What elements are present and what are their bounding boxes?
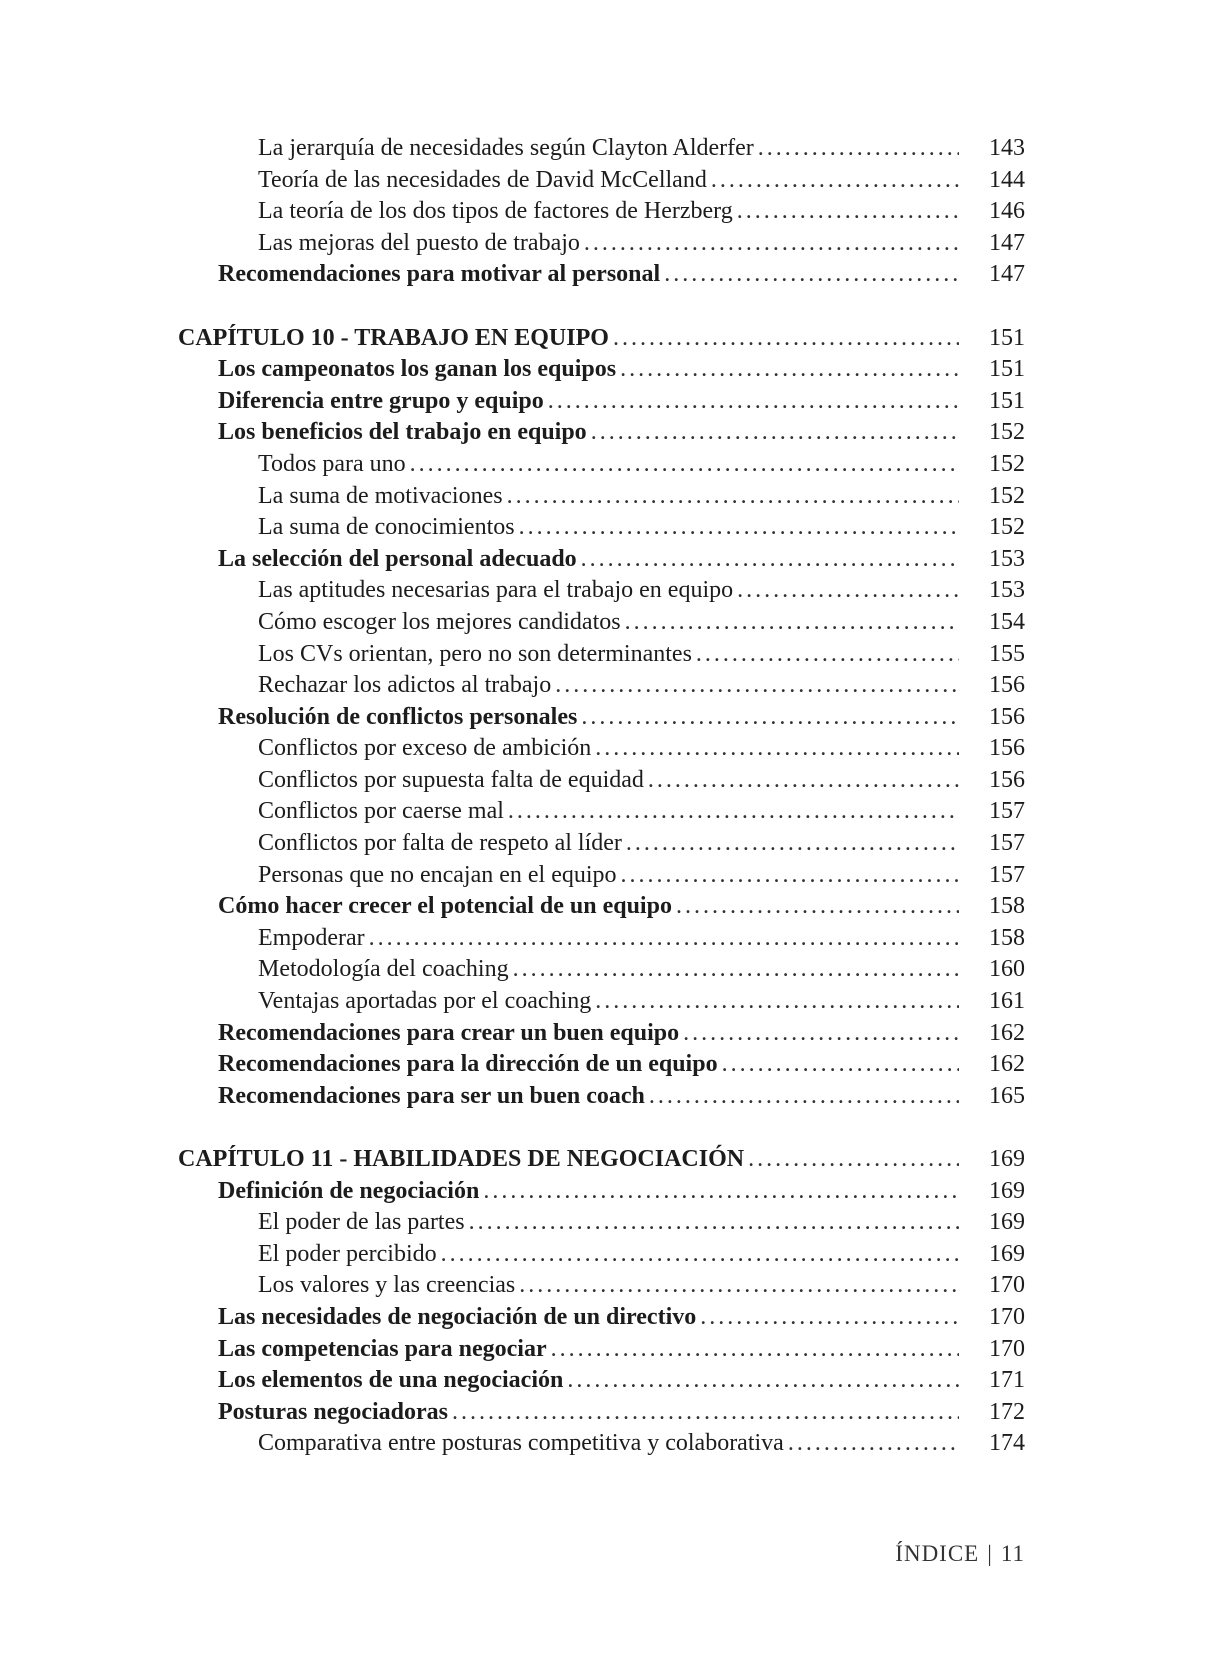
toc-section[interactable] [178,354,1025,386]
dot-leader [700,1302,959,1334]
toc-entry-title: Cómo escoger los mejores candidatos [258,608,621,635]
dot-leader [581,544,959,576]
toc-page-number: 172 [989,1398,1025,1425]
dot-leader [626,828,959,860]
toc-entry-title: La suma de motivaciones [258,482,503,509]
toc-entry-title: El poder de las partes [258,1209,465,1236]
toc-section[interactable] [178,1334,1025,1366]
toc-entry-title: Conflictos por supuesta falta de equidad [258,766,644,793]
toc-page-number: 170 [989,1272,1025,1299]
dot-leader [696,639,959,671]
toc-section[interactable] [178,1176,1025,1208]
toc-entry-title: La suma de conocimientos [258,514,515,541]
toc-entry-title: Rechazar los adictos al trabajo [258,672,552,699]
toc-page-number: 162 [989,1051,1025,1078]
dot-leader [441,1239,959,1271]
toc-entry-title: Recomendaciones para crear un buen equipo [218,1019,680,1046]
toc-section[interactable] [178,544,1025,576]
dot-leader [581,702,959,734]
page-footer [895,1541,1025,1567]
toc-page-number: 152 [989,419,1025,446]
toc-subsection[interactable] [178,733,1025,765]
footer-separator: | [987,1541,993,1566]
toc-page-number: 152 [989,514,1025,541]
toc-page-number: 174 [989,1430,1025,1457]
dot-leader [722,1049,959,1081]
toc-page-number: 152 [989,450,1025,477]
toc-page-number: 170 [989,1303,1025,1330]
toc-page-number: 152 [989,482,1025,509]
toc-section[interactable] [178,1302,1025,1334]
toc-subsection[interactable] [178,449,1025,481]
toc-page-number: 151 [989,324,1025,351]
toc-entry-title: Ventajas aportadas por el coaching [258,988,592,1015]
toc-page-number: 153 [989,545,1025,572]
toc-chapter[interactable] [178,1144,1025,1176]
dot-leader [551,1334,959,1366]
dot-leader [620,354,959,386]
toc-page-number: 147 [989,261,1025,288]
dot-leader [519,512,959,544]
toc-entry-title: Los beneficios del trabajo en equipo [218,419,587,446]
toc-entry-title: La selección del personal adecuado [218,545,577,572]
toc-entry-title: Las necesidades de negociación de un directivo [218,1303,697,1330]
toc-section[interactable] [178,417,1025,449]
toc-chapter[interactable] [178,323,1025,355]
dot-leader [664,259,959,291]
dot-leader [613,323,959,355]
toc-subsection[interactable] [178,923,1025,955]
toc-subsection[interactable] [178,481,1025,513]
toc-page-number: 156 [989,703,1025,730]
toc-page-number: 153 [989,577,1025,604]
toc-subsection[interactable] [178,133,1025,165]
toc-subsection[interactable] [178,1428,1025,1460]
toc-entry-title: Recomendaciones para la dirección de un equipo [218,1051,718,1078]
toc-page-number: 157 [989,861,1025,888]
toc-entry-title: Diferencia entre grupo y equipo [218,387,544,414]
dot-leader [548,386,959,418]
dot-leader [508,796,959,828]
dot-leader [788,1428,959,1460]
dot-leader [410,449,959,481]
toc-page-number: 169 [989,1146,1025,1172]
dot-leader [591,417,959,449]
toc-subsection[interactable] [178,986,1025,1018]
toc-page-number: 156 [989,672,1025,699]
dot-leader [567,1365,959,1397]
dot-leader [748,1144,959,1176]
dot-leader [369,923,959,955]
toc-entry-title: CAPÍTULO 10 - TRABAJO EN EQUIPO [178,324,609,351]
toc-subsection[interactable] [178,575,1025,607]
toc-page-number: 154 [989,608,1025,635]
toc-subsection[interactable] [178,860,1025,892]
dot-leader [555,670,959,702]
dot-leader [507,481,959,513]
toc-entry-title: Conflictos por caerse mal [258,798,504,825]
toc-subsection[interactable] [178,1270,1025,1302]
toc-page-number: 169 [989,1240,1025,1267]
dot-leader [737,575,959,607]
toc-section[interactable] [178,1081,1025,1113]
toc-section[interactable] [178,1397,1025,1429]
toc-section[interactable] [178,1365,1025,1397]
dot-leader [595,733,959,765]
toc-spacer [178,291,1025,323]
toc-page-number: 171 [989,1367,1025,1394]
toc-entry-title: Las aptitudes necesarias para el trabajo en equipo [258,577,734,604]
dot-leader [625,607,959,639]
toc-entry-title: Recomendaciones para motivar al personal [218,261,661,288]
toc-page-number: 143 [989,135,1025,161]
dot-leader [676,891,959,923]
toc-subsection[interactable] [178,512,1025,544]
toc-page-number: 151 [989,356,1025,383]
dot-leader [452,1397,959,1429]
toc-section[interactable] [178,1018,1025,1050]
toc-entry-title: Conflictos por falta de respeto al líder [258,830,622,857]
toc-page-number: 157 [989,798,1025,825]
dot-leader [483,1176,959,1208]
toc-entry-title: La jerarquía de necesidades según Clayton Alderfer [258,135,754,161]
dot-leader [584,228,959,260]
dot-leader [469,1207,959,1239]
toc-section[interactable] [178,259,1025,291]
toc-subsection[interactable] [178,196,1025,228]
toc-page-number: 158 [989,924,1025,951]
toc-section[interactable] [178,891,1025,923]
toc-entry-title: CAPÍTULO 11 - HABILIDADES DE NEGOCIACIÓN [178,1146,745,1172]
toc-spacer [178,1112,1025,1144]
toc-entry-title: El poder percibido [258,1240,437,1267]
toc-subsection[interactable] [178,607,1025,639]
toc-entry-title: Las mejoras del puesto de trabajo [258,229,580,256]
toc-page-number: 169 [989,1209,1025,1236]
toc-entry-title: Comparativa entre posturas competitiva y colaborativa [258,1430,784,1457]
toc-entry-title: Los elementos de una negociación [218,1367,564,1394]
toc-entry-title: Definición de negociación [218,1177,480,1204]
toc-subsection[interactable] [178,828,1025,860]
toc-entry-title: Teoría de las necesidades de David McCelland [258,166,707,193]
toc-entry-title: Todos para uno [258,450,406,477]
footer-page-number: 11 [1000,1541,1025,1566]
toc-page-number: 157 [989,830,1025,857]
toc-page-number: 158 [989,893,1025,920]
toc-entry-title: Empoderar [258,924,365,951]
footer-section-label: ÍNDICE [895,1541,980,1566]
dot-leader [649,1081,959,1113]
toc-entry-title: Las competencias para negociar [218,1335,547,1362]
toc-entry-title: Personas que no encajan en el equipo [258,861,617,888]
dot-leader [711,165,959,197]
toc-page-number: 156 [989,766,1025,793]
toc-entry-title: La teoría de los dos tipos de factores de Herzberg [258,198,733,225]
toc-page-number: 165 [989,1082,1025,1109]
toc-subsection[interactable] [178,796,1025,828]
toc-entry-title: Cómo hacer crecer el potencial de un equipo [218,893,672,920]
table-of-contents [178,133,1025,1460]
dot-leader [513,954,959,986]
toc-subsection[interactable] [178,639,1025,671]
toc-page-number: 146 [989,198,1025,225]
dot-leader [621,860,959,892]
toc-subsection[interactable] [178,1207,1025,1239]
toc-page-number: 151 [989,387,1025,414]
dot-leader [648,765,959,797]
toc-entry-title: Resolución de conflictos personales [218,703,578,730]
toc-page-number: 160 [989,956,1025,983]
toc-entry-title: Los campeonatos los ganan los equipos [218,356,617,383]
toc-page-number: 170 [989,1335,1025,1362]
toc-subsection[interactable] [178,1239,1025,1271]
toc-entry-title: Metodología del coaching [258,956,509,983]
toc-subsection[interactable] [178,670,1025,702]
toc-section[interactable] [178,386,1025,418]
toc-section[interactable] [178,702,1025,734]
toc-entry-title: Los CVs orientan, pero no son determinantes [258,640,692,667]
toc-page-number: 156 [989,735,1025,762]
toc-page-number: 162 [989,1019,1025,1046]
dot-leader [737,196,959,228]
toc-entry-title: Conflictos por exceso de ambición [258,735,592,762]
toc-subsection[interactable] [178,228,1025,260]
toc-page-number: 161 [989,988,1025,1015]
dot-leader [595,986,959,1018]
toc-subsection[interactable] [178,954,1025,986]
dot-leader [519,1270,959,1302]
toc-entry-title: Recomendaciones para ser un buen coach [218,1082,645,1109]
dot-leader [683,1018,959,1050]
toc-entry-title: Posturas negociadoras [218,1398,448,1425]
toc-page-number: 169 [989,1177,1025,1204]
toc-page-number: 147 [989,229,1025,256]
toc-subsection[interactable] [178,165,1025,197]
toc-section[interactable] [178,1049,1025,1081]
toc-subsection[interactable] [178,765,1025,797]
toc-page-number: 144 [989,166,1025,193]
toc-entry-title: Los valores y las creencias [258,1272,516,1299]
dot-leader [758,133,959,165]
toc-page-number: 155 [989,640,1025,667]
